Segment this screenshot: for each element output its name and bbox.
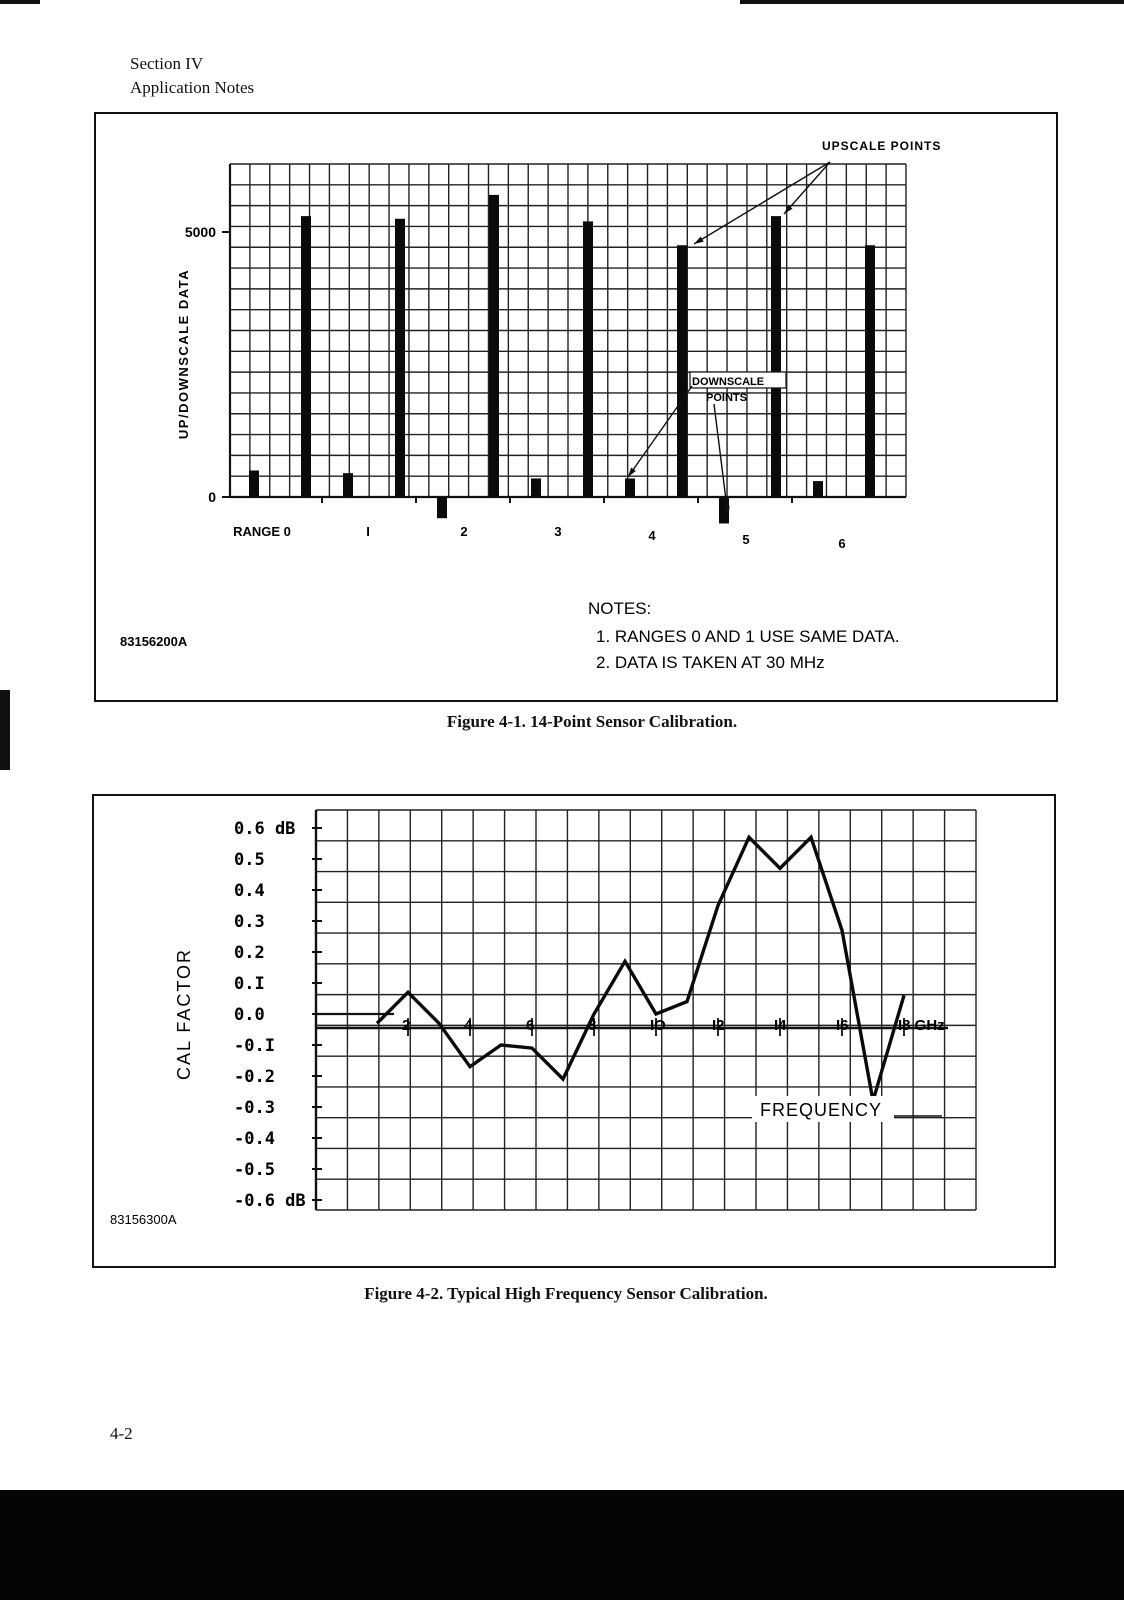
scan-edge-mark [0, 0, 40, 4]
upscale-bar [395, 219, 405, 497]
figure-1-frame [94, 112, 1058, 702]
y-tick-label: -0.2 [234, 1067, 275, 1087]
cal-factor-line [377, 837, 904, 1101]
upscale-points-label: UPSCALE POINTS [822, 139, 942, 153]
downscale-bar [249, 471, 259, 498]
x-tick-label: I2 [712, 1017, 725, 1034]
downscale-bar [625, 478, 635, 497]
bar-chart [96, 114, 1056, 700]
scan-edge-mark [740, 0, 1124, 4]
figure-code: 83156300A [110, 1212, 177, 1227]
y-tick-label: -0.5 [234, 1160, 275, 1180]
downscale-label-line2: POINTS [706, 392, 747, 404]
x-tick-label: RANGE 0 [233, 524, 291, 539]
y-tick-label: 0.0 [234, 1005, 265, 1025]
figure-1-caption: Figure 4-1. 14-Point Sensor Calibration. [446, 712, 738, 731]
x-tick-label: 6 [838, 536, 846, 551]
figure-2-frame [92, 794, 1056, 1268]
figure-code: 83156200A [120, 634, 188, 649]
notes-title: NOTES: [588, 599, 652, 618]
y-tick-label: -0.I [234, 1036, 275, 1056]
chart-series [377, 837, 904, 1101]
y-tick-label: -0.6 dB [234, 1191, 306, 1211]
chart-bars [249, 195, 875, 524]
x-tick-label: 3 [554, 524, 562, 539]
y-tick-label: 0.3 [234, 912, 265, 932]
y-axis-label: CAL FACTOR [174, 947, 194, 1081]
page-number: 4-2 [110, 1424, 133, 1443]
upscale-bar [301, 216, 311, 497]
x-tick-label: 4 [464, 1017, 473, 1034]
y-tick-label: 0 [208, 489, 216, 505]
downscale-bar [343, 473, 353, 497]
upscale-bar [865, 245, 875, 497]
figure-2-caption: Figure 4-2. Typical High Frequency Sensor Calibration. [364, 1284, 768, 1303]
line-chart [94, 796, 1054, 1266]
section-title: Section IV [130, 54, 204, 73]
chart-grid [230, 164, 906, 497]
y-tick-label: -0.4 [234, 1129, 275, 1149]
annotation-arrows [628, 162, 830, 516]
upscale-bar [583, 221, 593, 497]
y-tick-label: 0.4 [234, 881, 265, 901]
y-tick-label: 0.2 [234, 943, 265, 963]
downscale-label-line1: DOWNSCALE [692, 376, 765, 388]
note-1: 1. RANGES 0 AND 1 USE SAME DATA. [596, 627, 900, 646]
annotation-arrow [694, 162, 830, 244]
scan-bottom-shadow [0, 1490, 1124, 1600]
x-tick-label: 4 [648, 528, 656, 543]
downscale-bar [813, 481, 823, 497]
y-tick-label: 0.5 [234, 850, 265, 870]
x-tick-label: I6 [836, 1017, 849, 1034]
upscale-bar [771, 216, 781, 497]
x-tick-label: 6 [526, 1017, 535, 1034]
x-tick-label: IO [650, 1017, 666, 1034]
note-2: 2. DATA IS TAKEN AT 30 MHz [596, 653, 825, 672]
y-tick-label: 0.6 dB [234, 819, 296, 839]
x-tick-label: 2 [460, 524, 468, 539]
arrow-head [694, 237, 704, 244]
upscale-bar [677, 245, 687, 497]
y-tick-label: 0.I [234, 974, 265, 994]
x-tick-label: 2 [402, 1017, 411, 1034]
x-axis-label: FREQUENCY [760, 1100, 883, 1120]
x-tick-label: 5 [742, 532, 750, 547]
x-tick-label: 8 [588, 1017, 597, 1034]
y-tick-label: 5000 [184, 224, 216, 240]
scan-edge-mark [0, 690, 10, 770]
y-tick-labels [185, 224, 230, 505]
x-tick-label: I [366, 524, 370, 539]
x-tick-labels [233, 497, 846, 551]
section-subtitle: Application Notes [130, 78, 255, 97]
y-axis-label: UP/DOWNSCALE DATA [176, 268, 191, 440]
downscale-bar [437, 497, 447, 518]
y-tick-label: -0.3 [234, 1098, 275, 1118]
downscale-bar [531, 478, 541, 497]
x-tick-label: I4 [774, 1017, 787, 1034]
page-header [130, 52, 254, 100]
x-tick-labels [402, 1017, 945, 1036]
upscale-bar [489, 195, 499, 497]
chart-grid [316, 810, 976, 1210]
x-tick-label: I8 GHz [898, 1017, 945, 1034]
y-tick-labels [234, 819, 322, 1211]
